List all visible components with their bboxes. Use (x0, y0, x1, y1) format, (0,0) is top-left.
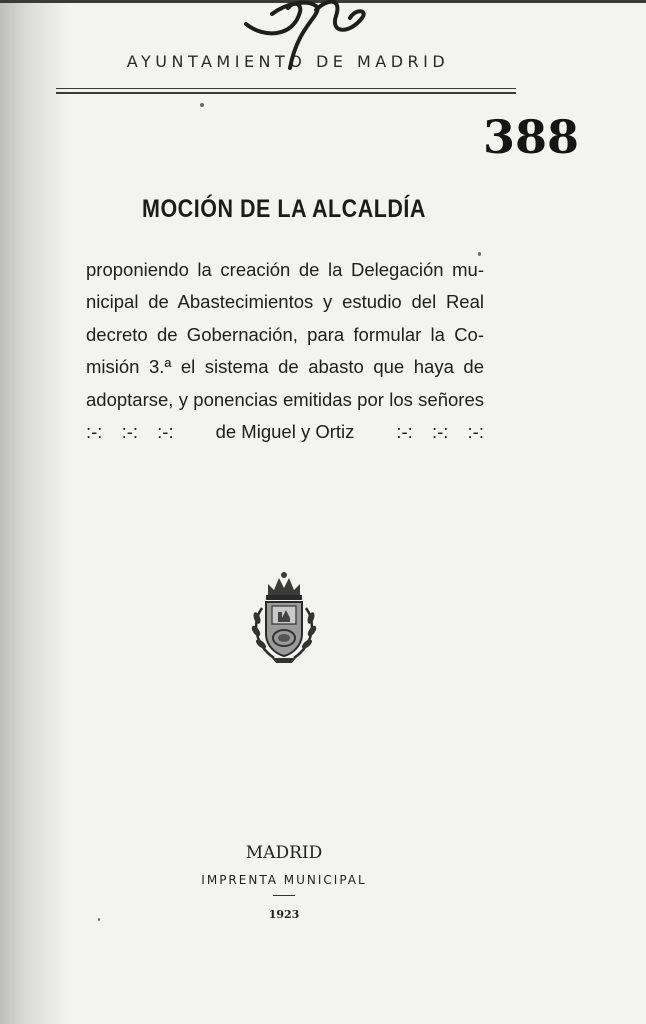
imprint-city: MADRID (245, 843, 323, 863)
subtitle-line: adoptarse, y ponencias emitidas por los señores (86, 388, 484, 410)
paper-speck (478, 252, 481, 256)
header-rule-thick (56, 92, 516, 94)
document-number: 388 (482, 110, 580, 164)
paper-speck (200, 103, 204, 107)
imprint-printer: IMPRENTA MUNICIPAL (201, 873, 367, 887)
document-subtitle (86, 254, 484, 448)
ornament-right: :-: :-: :-: (396, 421, 484, 443)
header-municipality: AYUNTAMIENTO DE MADRID (126, 52, 450, 71)
imprint-year: 1923 (268, 908, 300, 921)
subtitle-line: proponiendo la creación de la Delegación mu- (86, 259, 484, 280)
handwritten-annotation (238, 0, 378, 74)
imprint-divider (273, 895, 295, 896)
document-title: MOCIÓN DE LA ALCALDÍA (142, 195, 426, 223)
subtitle-last-line (86, 416, 484, 448)
paper-speck (98, 918, 100, 921)
subtitle-line: decreto de Gobernación, para formular la Co- (86, 323, 484, 345)
header-rule-thin (56, 88, 516, 89)
coat-of-arms-icon (244, 566, 324, 666)
author-names: de Miguel y Ortiz (215, 421, 355, 443)
ornament-left: :-: :-: :-: (86, 421, 174, 443)
subtitle-line: nicipal de Abastecimientos y estudio del Real (86, 291, 484, 313)
subtitle-line: misión 3.ª el sistema de abasto que haya de (86, 356, 484, 378)
page-edge-shadow (0, 0, 70, 1024)
